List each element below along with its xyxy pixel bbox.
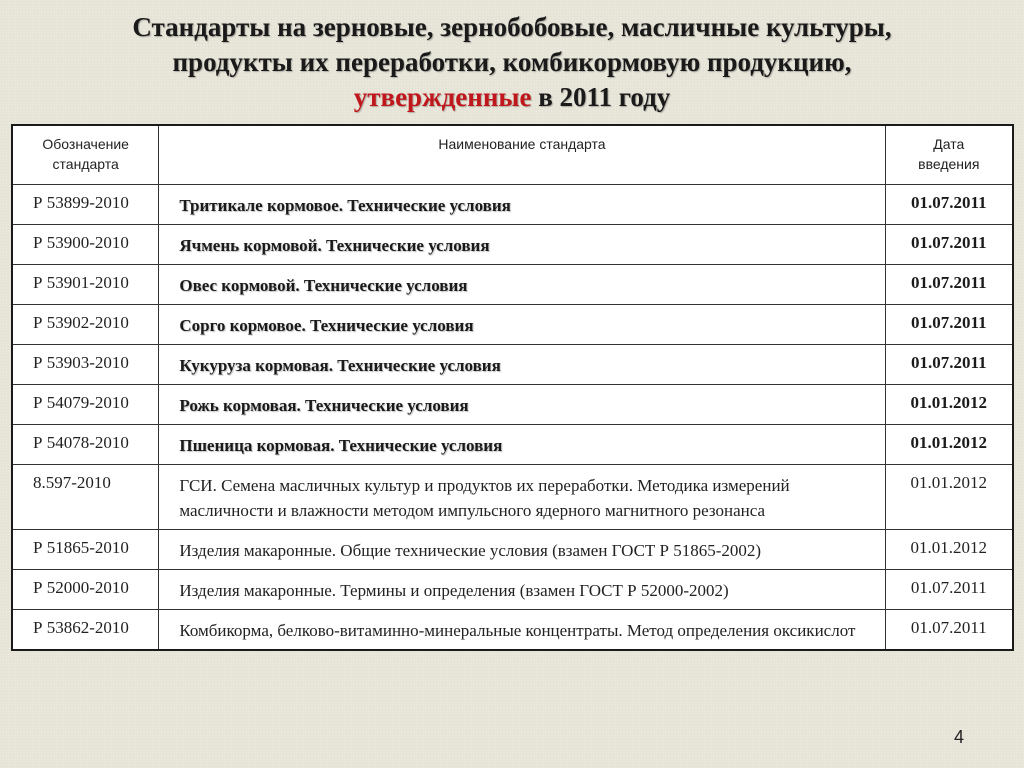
standard-name-cell (159, 385, 885, 425)
introduction-date-cell: 01.07.2011 (885, 265, 1013, 305)
slide-title (40, 10, 984, 115)
header-date-line-1: Дата (933, 136, 965, 152)
title-highlight: утвержденные (353, 82, 532, 112)
table-row (12, 425, 1013, 465)
standard-name-cell (159, 265, 885, 305)
header-code (12, 125, 159, 185)
table-row (12, 345, 1013, 385)
title-line-2: продукты их переработки, комбикормовую продукцию, (172, 47, 852, 77)
standard-name-cell (159, 530, 885, 570)
standard-code-cell: Р 53903-2010 (12, 345, 159, 385)
standard-name-text: Изделия макаронные. Общие технические условия (взамен ГОСТ Р 51865-2002) (179, 541, 762, 560)
table-header-row (12, 125, 1013, 185)
table-row (12, 265, 1013, 305)
standard-code-cell: Р 51865-2010 (12, 530, 159, 570)
standard-code-cell: Р 54079-2010 (12, 385, 159, 425)
standard-code-cell: Р 53862-2010 (12, 610, 159, 651)
table-row (12, 465, 1013, 530)
introduction-date-cell: 01.01.2012 (885, 385, 1013, 425)
standard-name-text: Сорго кормовое. Технические условия (179, 316, 474, 335)
standard-code-cell: 8.597-2010 (12, 465, 159, 530)
table-row (12, 570, 1013, 610)
introduction-date-cell: 01.07.2011 (885, 345, 1013, 385)
table-row (12, 305, 1013, 345)
standard-name-text: Комбикорма, белково-витаминно-минеральные концентраты. Метод определения оксикислот (179, 621, 856, 640)
title-line-3-rest: в 2011 году (531, 82, 671, 112)
introduction-date-cell: 01.07.2011 (885, 570, 1013, 610)
standard-code-cell: Р 54078-2010 (12, 425, 159, 465)
table-row (12, 185, 1013, 225)
introduction-date-cell: 01.07.2011 (885, 185, 1013, 225)
header-date (885, 125, 1013, 185)
standard-name-text: Пшеница кормовая. Технические условия (179, 436, 503, 455)
standard-name-cell (159, 225, 885, 265)
standard-name-text: Ячмень кормовой. Технические условия (179, 236, 490, 255)
standard-code-cell: Р 53899-2010 (12, 185, 159, 225)
standard-code-cell: Р 52000-2010 (12, 570, 159, 610)
standard-name-text: ГСИ. Семена масличных культур и продуктов их переработки. Методика измерений масличности и влажности методом импульсного ядерного магнитного резонанса (179, 476, 790, 520)
table-row (12, 225, 1013, 265)
standard-code-cell: Р 53902-2010 (12, 305, 159, 345)
standard-code-cell: Р 53900-2010 (12, 225, 159, 265)
table-row (12, 610, 1013, 651)
table-body (12, 185, 1013, 651)
introduction-date-cell: 01.07.2011 (885, 225, 1013, 265)
standard-name-cell (159, 610, 885, 651)
table-row (12, 385, 1013, 425)
header-code-line-2: стандарта (52, 156, 119, 172)
standard-name-text: Овес кормовой. Технические условия (179, 276, 468, 295)
header-code-line-1: Обозначение (42, 136, 129, 152)
standard-code-cell: Р 53901-2010 (12, 265, 159, 305)
standard-name-cell (159, 185, 885, 225)
page-number: 4 (953, 727, 964, 747)
standard-name-text: Кукуруза кормовая. Технические условия (179, 356, 501, 375)
introduction-date-cell: 01.01.2012 (885, 530, 1013, 570)
introduction-date-cell: 01.01.2012 (885, 465, 1013, 530)
title-line-1: Стандарты на зерновые, зернобобовые, масличные культуры, (132, 12, 892, 42)
standard-name-cell (159, 305, 885, 345)
standard-name-cell (159, 425, 885, 465)
standard-name-cell (159, 465, 885, 530)
table-row (12, 530, 1013, 570)
header-date-line-2: введения (918, 156, 980, 172)
standard-name-text: Тритикале кормовое. Технические условия (179, 196, 511, 215)
header-name: Наименование стандарта (159, 125, 885, 185)
standards-table (11, 124, 1014, 651)
introduction-date-cell: 01.07.2011 (885, 610, 1013, 651)
standard-name-text: Рожь кормовая. Технические условия (179, 396, 469, 415)
standard-name-cell (159, 570, 885, 610)
introduction-date-cell: 01.01.2012 (885, 425, 1013, 465)
title-line-3 (40, 80, 984, 115)
standard-name-text: Изделия макаронные. Термины и определения (взамен ГОСТ Р 52000-2002) (179, 581, 729, 600)
introduction-date-cell: 01.07.2011 (885, 305, 1013, 345)
standard-name-cell (159, 345, 885, 385)
